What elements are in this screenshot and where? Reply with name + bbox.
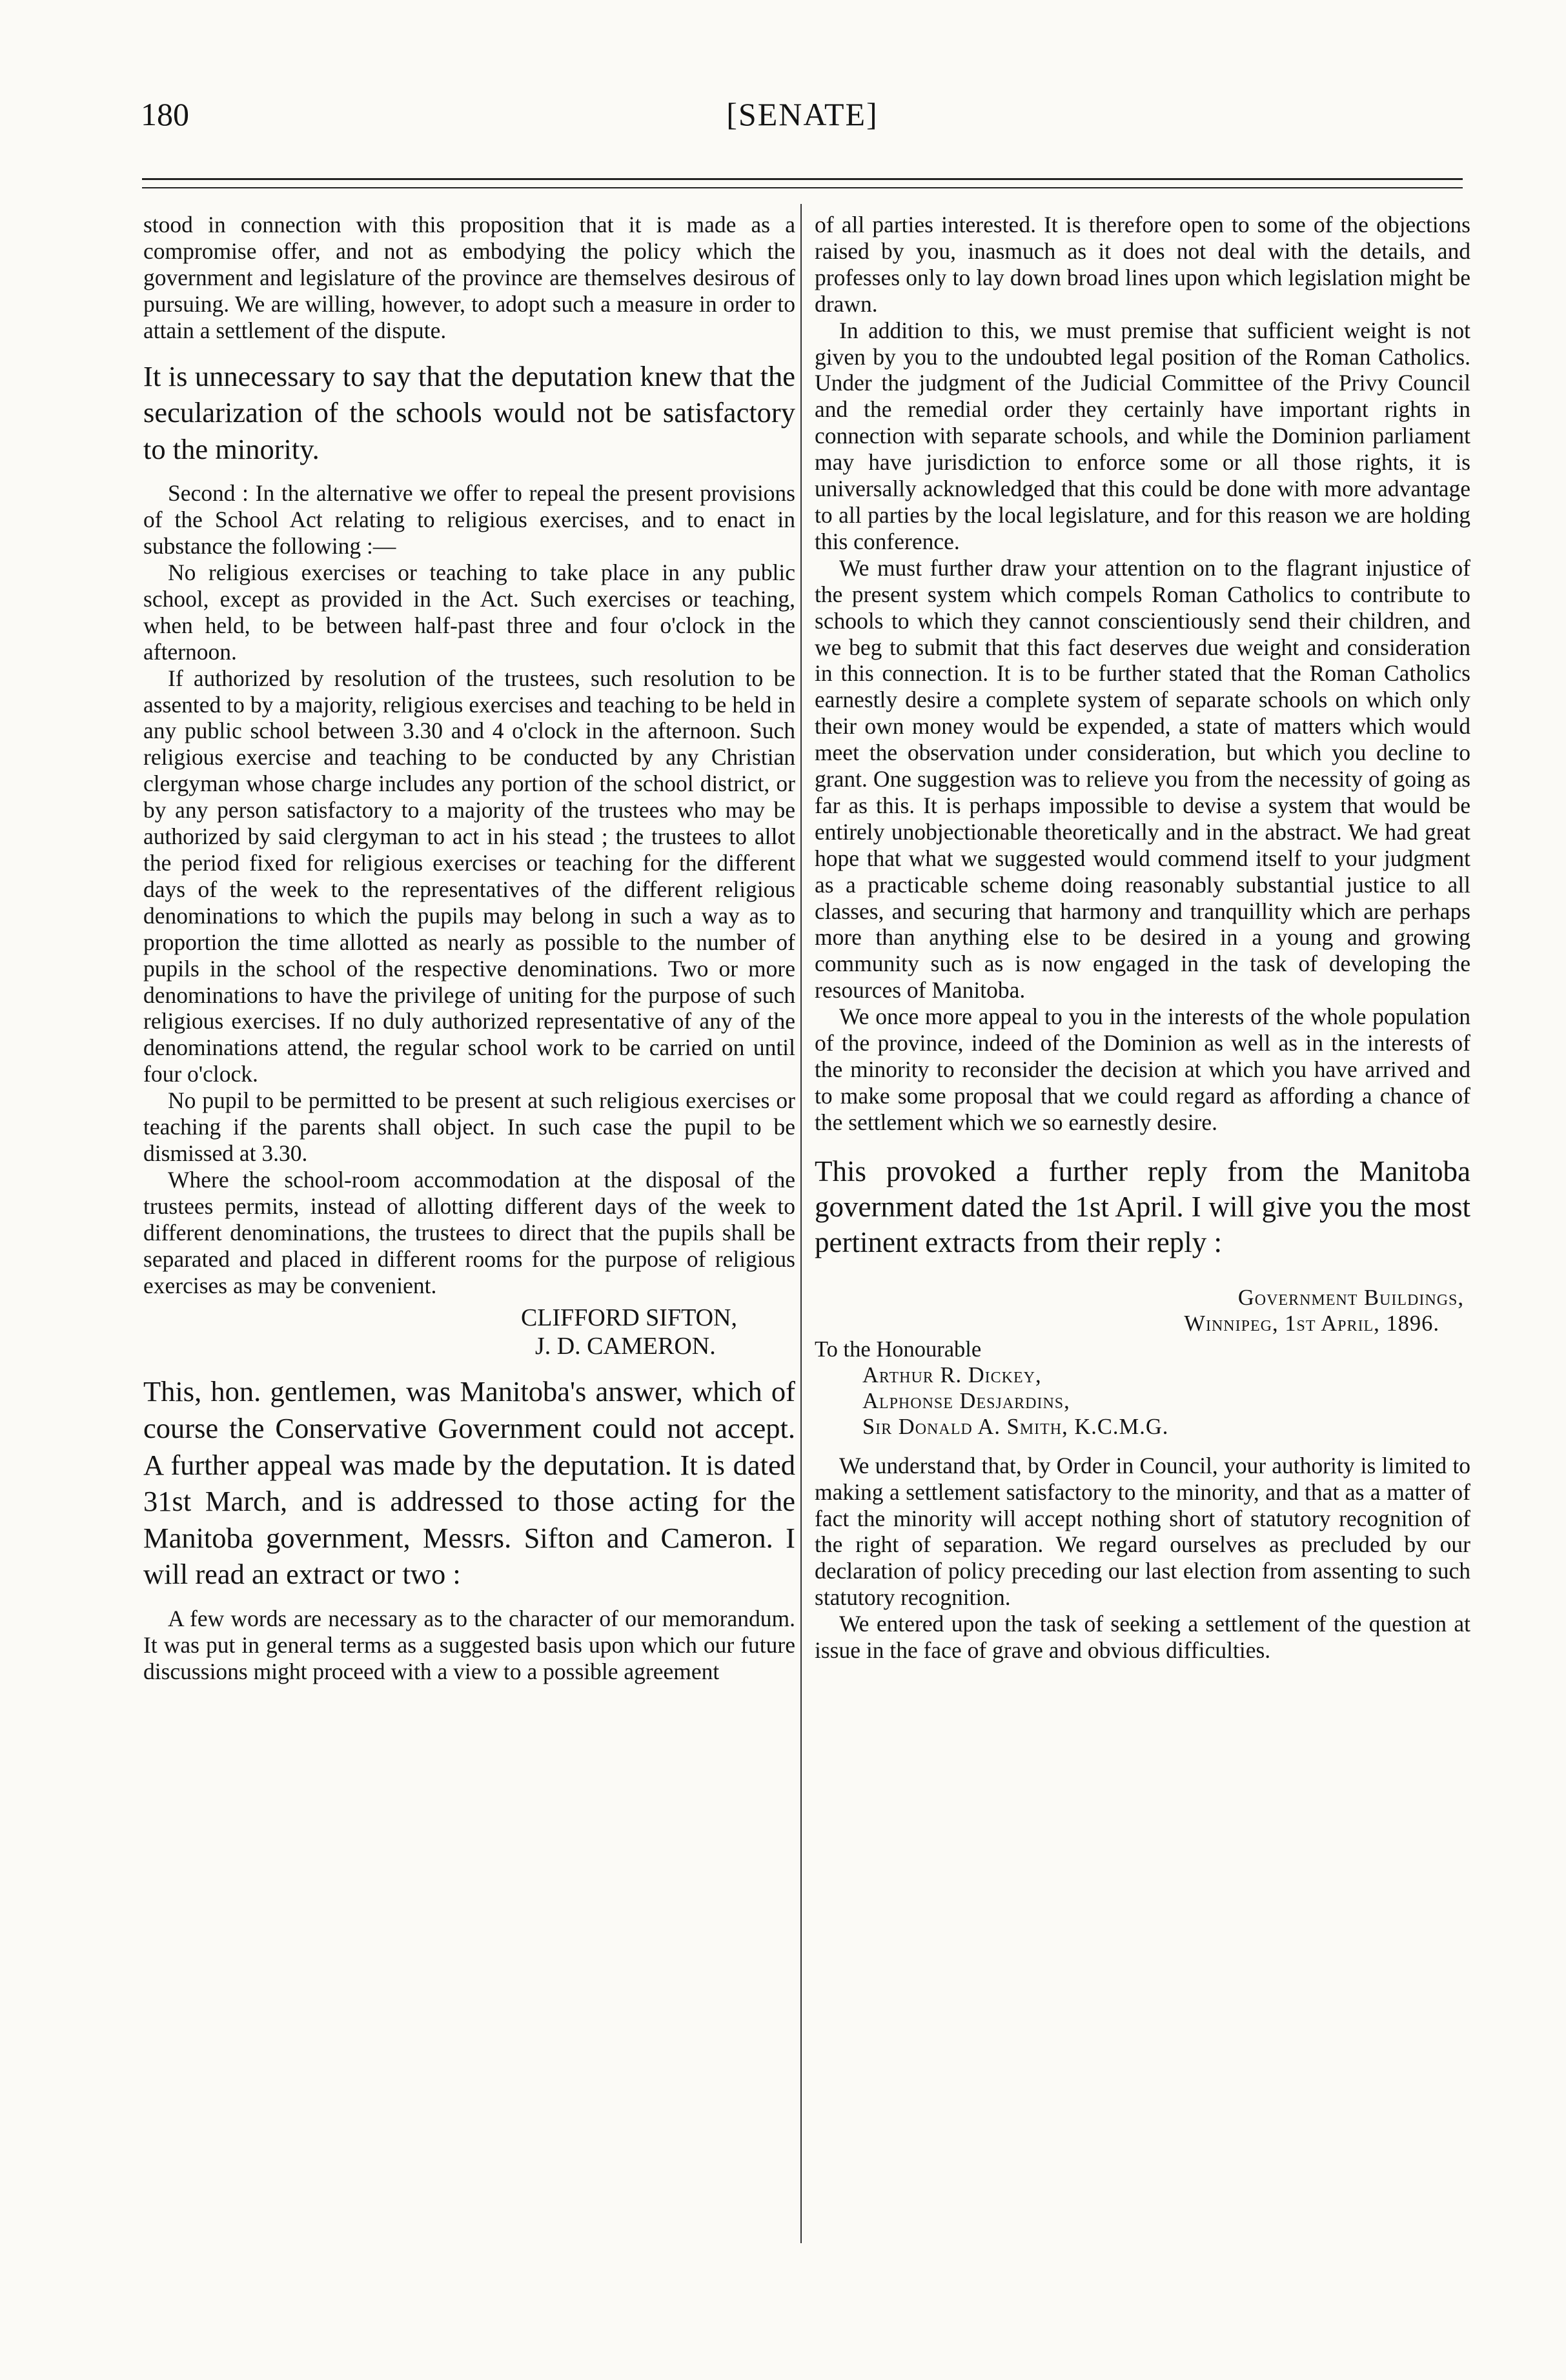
left-paragraph-4: If authorized by resolution of the trustees, such resolution to be assented to by a majority, religious exercises and teaching to be held in any public school between 3.30 and 4 o'clock in the afternoon. Such religious exercise and teaching to be conducted by any Christian clergyman whose charge includes any portion of the school district, or by any person satisfactory to a majority of the trustees who may be authorized by said clergyman to act in his stead ; the trustees to allot the period fixed for religious exercises or teaching for the different days of the week to the representatives of the different religious denominations to which the pupils may belong in such a way as to proportion the time allotted as nearly as possible to the number of pupils in the school of the respective denominations. Two or more denominations to have the privilege of uniting for the purpose of such religious exercises. If no duly authorized representative of any of the denominations attend, the regular school work to be carried on until four o'clock. [143,665,795,1087]
left-speech-2: This, hon. gentlemen, was Manitoba's answer, which of course the Conservative Government could not accept. A further appeal was made by the deputation. It is dated 31st March, and is addressed to those acting for the Manitoba government, Messrs. Sifton and Cameron. I will read an extract or two : [143,1375,795,1591]
address-line-3: To the Honourable [815,1336,982,1362]
header-rule [142,178,1463,180]
left-paragraph-5: No pupil to be permitted to be present at such religious exercises or teaching if the parents shall object. In such case the pupil to be dismissed at 3.30. [143,1087,795,1166]
address-line-4: Arthur R. Dickey, [862,1362,1042,1387]
page-number: 180 [141,96,189,132]
address-line-5: Alphonse Desjardins, [862,1388,1070,1413]
left-paragraph-1: stood in connection with this proposition that it is made as a compromise offer, and not as embodying the policy which the government and legislature of the province are themselves desirous of pursuing. We are willing, however, to adopt such a measure in order to attain a settlement of the dispute. [143,212,795,343]
right-column [815,212,1470,1664]
right-paragraph-1: of all parties interested. It is therefore open to some of the objections raised by you, inasmuch as it does not deal with the details, and professes only to lay down broad lines upon which legislation might be drawn. [815,212,1470,317]
right-paragraph-6: We entered upon the task of seeking a settlement of the question at issue in the face of grave and obvious difficulties. [815,1611,1470,1664]
signature-cameron: J. D. CAMERON. [534,1333,716,1360]
right-paragraph-3: We must further draw your attention on to the flagrant injustice of the present system which compels Roman Catholics to contribute to schools to which they cannot conscientiously send their children, and we beg to submit that this fact deserves due weight and consideration in this connection. It is to be further stated that the Roman Catholics earnestly desire a complete system of separate schools on which only their own money would be expended, a state of matters which would meet the observation under consideration, but which you decline to grant. One suggestion was to relieve you from the necessity of going as far as this. It is perhaps impossible to devise a system that would be entirely unobjectionable theoretically and in the abstract. We had great hope that what we suggested would commend itself to your judgment as a practicable scheme doing reasonably substantial justice to all classes, and securing that harmony and tranquillity which are perhaps more than anything else to be desired in a young and growing community such as is now engaged in the task of developing the resources of Manitoba. [815,554,1470,1003]
left-paragraph-3: No religious exercises or teaching to take place in any public school, except as provided in the Act. Such exercises or teaching, when held, to be between half-past three and four o'clock in the afternoon. [143,560,795,665]
page-header [141,96,1464,141]
address-line-6: Sir Donald A. Smith, K.C.M.G. [862,1414,1169,1439]
letter-address [815,1285,1470,1440]
left-column [143,212,795,1685]
header-rule-thin [142,187,1463,188]
signature-sifton: CLIFFORD SIFTON, [520,1304,737,1332]
address-line-1: Government Buildings, [1237,1285,1464,1310]
column-divider [800,204,802,2243]
left-speech-1: It is unnecessary to say that the deputation knew that the secularization of the schools would not be satisfactory to the minority. [143,359,795,465]
address-line-2: Winnipeg, 1st April, 1896. [1184,1311,1439,1336]
right-speech-1: This provoked a further reply from the Manitoba government dated the 1st April. I will give you the most pertinent extracts from their reply : [815,1155,1470,1258]
right-paragraph-4: We once more appeal to you in the interests of the whole population of the province, indeed of the Dominion as well as in the interests of the minority to reconsider the decision at which you have arrived and to make some proposal that we could regard as affording a chance of the settlement which we so earnestly desire. [815,1003,1470,1135]
running-head: [SENATE] [726,96,879,132]
left-paragraph-2: Second : In the alternative we offer to repeal the present provisions of the School Act relating to religious exercises, and to enact in substance the following :— [143,480,795,560]
right-paragraph-5: We understand that, by Order in Council, your authority is limited to making a settlement satisfactory to the minority, and that as a matter of fact the minority will accept nothing short of statutory recognition of the right of separation. We regard ourselves as precluded by our declaration of policy preceding our last election from assenting to such statutory recognition. [815,1452,1470,1611]
signature-block [143,1304,795,1360]
right-paragraph-2: In addition to this, we must premise that sufficient weight is not given by you to the undoubted legal position of the Roman Catholics. Under the judgment of the Judicial Committee of the Privy Council and the remedial order they certainly have important rights in connection with separate schools, and while the Dominion parliament may have jurisdiction to enforce some or all those rights, it is universally acknowledged that this could be done with more advantage to all parties by the local legislature, and for this reason we are holding this conference. [815,317,1470,554]
left-paragraph-6: Where the school-room accommodation at the disposal of the trustees permits, instead of allotting different days of the week to different denominations, the trustees to direct that the pupils shall be separated and placed in different rooms for the purpose of religious exercises as may be convenient. [143,1166,795,1298]
left-paragraph-7: A few words are necessary as to the character of our memorandum. It was put in general terms as a suggested basis upon which our future discussions might proceed with a view to a possible agreement [143,1605,795,1684]
